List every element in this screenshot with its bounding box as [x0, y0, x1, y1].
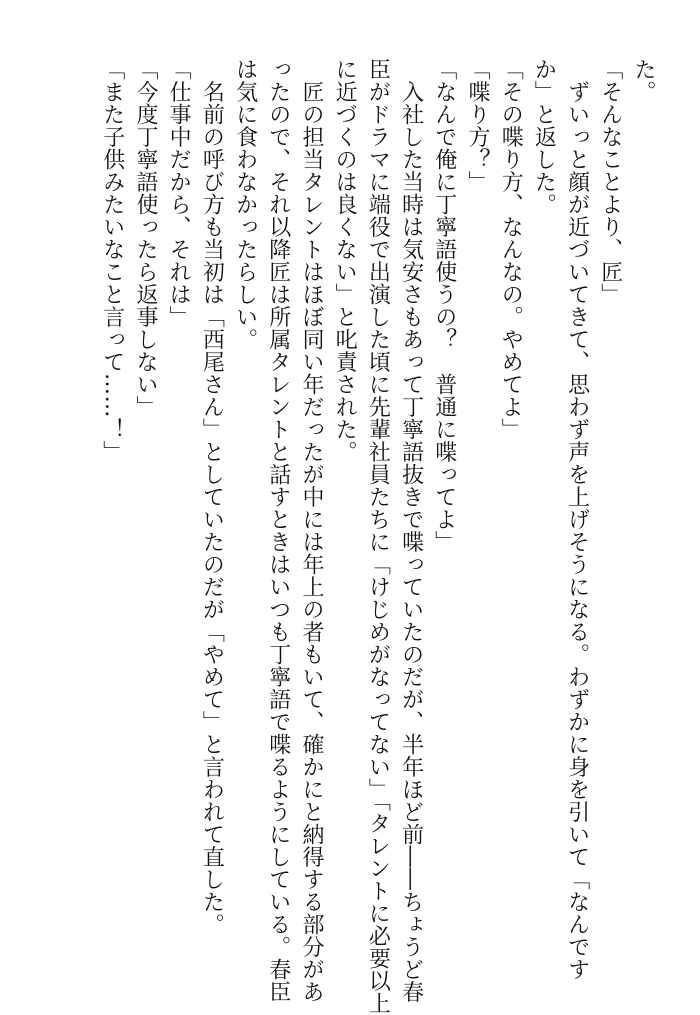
text-line: か」と返した。: [531, 58, 557, 216]
text-line: 匠の担当タレントはほぼ同い年だったが中には年上の者もいて、確かにと納得する部分があ: [298, 58, 324, 1003]
text-line: 「仕事中だから、それは」: [166, 58, 192, 328]
text-line: 「なんで俺に丁寧語使うの？ 普通に喋ってよ」: [431, 58, 457, 553]
text-line: ずいっと顔が近づいてきて、思わず声を上げそうになる。わずかに身を引いて「なんです: [564, 58, 590, 981]
text-line: 入社した当時は気安さもあって丁寧語抜きで喋っていたのだが、半年ほど前――ちょうど春: [398, 58, 424, 1003]
text-line: 「その喋り方、なんなの。やめてよ」: [498, 58, 524, 441]
text-line: 「また子供みたいなこと言って……！」: [99, 58, 125, 463]
vertical-text-body: [96, 58, 660, 1015]
text-line: は気に食わなかったらしい。: [232, 58, 258, 351]
text-line: 「喋り方？」: [464, 58, 490, 193]
text-line: た。: [631, 58, 656, 103]
text-line: 臣がドラマに端役で出演した頃に先輩社員たちに「けじめがなってない」「タレントに必要以上: [365, 58, 391, 1015]
text-line: 名前の呼び方も当初は「西尾さん」としていたのだが「やめて」と言われて直した。: [199, 58, 225, 936]
text-line: 「そんなことより、匠」: [597, 58, 623, 306]
text-line: 「今度丁寧語使ったら返事しない」: [132, 58, 158, 418]
text-line: ったので、それ以降匠は所属タレントと話すときはいつも丁寧語で喋るようにしている。春臣: [265, 58, 291, 1003]
text-line: に近づくのは良くない」と叱責された。: [332, 58, 358, 463]
